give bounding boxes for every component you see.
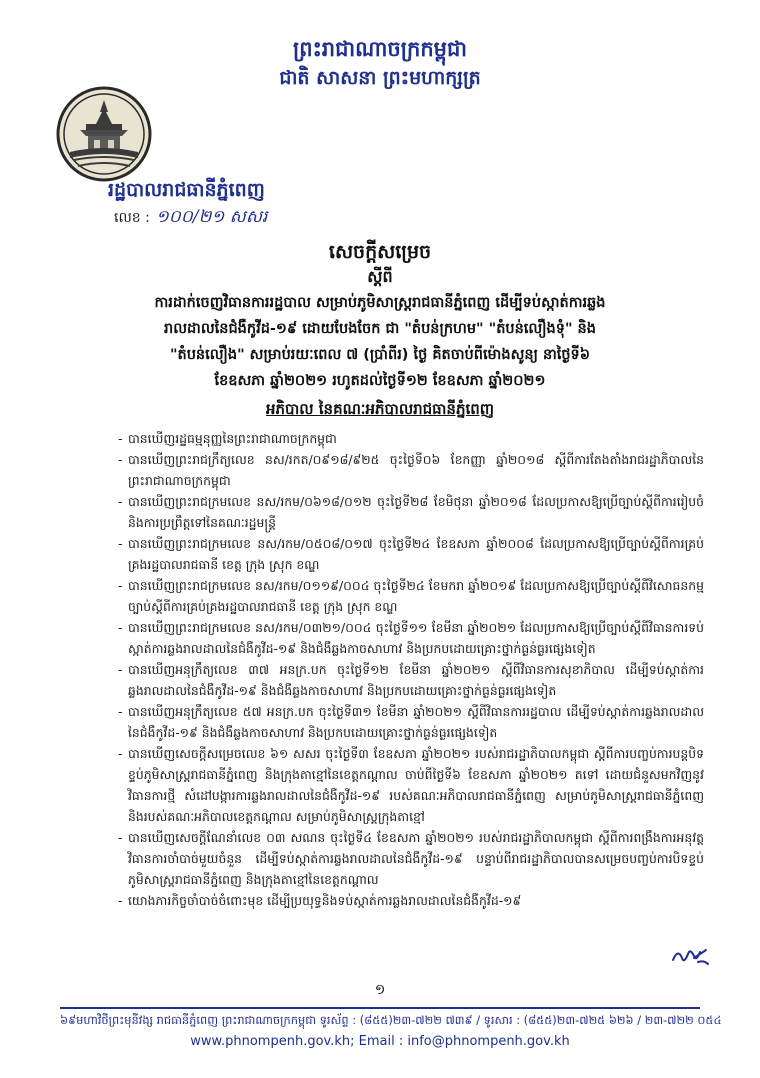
issuing-authority-name: រដ្ឋបាលរាជធានីភ្នំពេញ <box>108 179 265 201</box>
list-item: - បានឃើញសេចក្តីណែនាំលេខ ០៣ សណន ចុះថ្ងៃទី៤ ខែឧសភា ឆ្នាំ២០២១ របស់រាជរដ្ឋាភិបាលកម្ពុជា ស្តីពីការពង្រឹងការអនុវត្តវិធានការចាំបាច់មួយចំនួន ដើម្បីទប់ស្កាត់ការឆ្លងរាលដាលនៃជំងឺកូវីដ-១៩ បន្ទាប់ពីរាជរដ្ឋាភិបាលបានសម្រេចបញ្ចប់ការបិទខ្ទប់ភូមិសាស្ត្ររាជធានីភ្នំពេញ និងក្រុងតាខ្មៅនៃខេត្តកណ្តាល <box>118 827 704 890</box>
footer-web-email: www.phnompenh.gov.kh; Email : info@phnompenh.gov.kh <box>190 1034 570 1049</box>
footer-address: ៦៩មហាវិថីព្រះមុនីវង្ស រាជធានីភ្នំពេញ ព្រះរាជាណាចក្រកម្ពុជា ទូរស័ព្ទ : (៨៥៥)២៣-៧២២ ៧៣៩ / ទូរសារ : (៨៥៥)២៣-៧២៥ ៦២៦ / ២៣-៧២២ ០៥៤ <box>60 1013 722 1027</box>
national-motto: ជាតិ សាសនា ព្រះមហាក្សត្រ <box>279 67 481 89</box>
page-number: ១ <box>374 982 386 998</box>
list-item: - បានឃើញព្រះរាជក្រមលេខ នស/រកម/០៣២១/០០៤ ចុះថ្ងៃទី១១ ខែមីនា ឆ្នាំ២០២១ ដែលប្រកាសឱ្យប្រើច្បាប់ស្តីពីវិធានការទប់ស្កាត់ការឆ្លងរាលដាលនៃជំងឺកូវីដ-១៩ និងជំងឺឆ្លងកាចសាហាវ និងប្រកបដោយគ្រោះថ្នាក់ធ្ងន់ធ្ងរផ្សេងទៀត <box>118 617 704 659</box>
subject-line: រាលដាលនៃជំងឺកូវីដ-១៩ ដោយបែងចែក ជា "តំបន់ក្រហម" "តំបន់លឿងទុំ" និង <box>164 321 596 337</box>
list-item: - យោងភារកិច្ចចាំបាច់ចំពោះមុខ ដើម្បីប្រយុទ្ធនិងទប់ស្កាត់ការឆ្លងរាលដាលនៃជំងឺកូវីដ-១៩ <box>118 890 704 911</box>
decision-title: សេចក្តីសម្រេច <box>328 241 432 263</box>
reference-value: ១០០/២១ សសរ <box>155 207 268 227</box>
list-item: - បានឃើញព្រះរាជក្រឹត្យលេខ នស/រកត/០៩១៨/៩២៥ ចុះថ្ងៃទី០៦ ខែកញ្ញា ឆ្នាំ២០១៨ ស្តីពីការតែងតាំងរាជរដ្ឋាភិបាលនៃព្រះរាជាណាចក្រកម្ពុជា <box>118 449 704 491</box>
decision-about: ស្តីពី <box>367 267 393 286</box>
footer-divider <box>60 1007 700 1009</box>
list-item: - បានឃើញព្រះរាជក្រមលេខ នស/រកម/០៥០៨/០១៧ ចុះថ្ងៃទី២៤ ខែឧសភា ឆ្នាំ២០០៨ ដែលប្រកាសឱ្យប្រើច្បាប់ស្តីពីការគ្រប់គ្រងរដ្ឋបាលរាជធានី ខេត្ត ក្រុង ស្រុក ខណ្ឌ <box>118 533 704 575</box>
handwritten-initial-signature <box>670 944 710 968</box>
reference-number <box>114 206 267 231</box>
list-item: - បានឃើញអនុក្រឹត្យលេខ ៣៧ អនក្រ.បក ចុះថ្ងៃទី១២ ខែមីនា ឆ្នាំ២០២១ ស្តីពីវិធានការសុខាភិបាល ដើម្បីទប់ស្កាត់ការឆ្លងរាលដាលនៃជំងឺកូវីដ-១៩ និងជំងឺឆ្លងកាចសាហាវ និងប្រកបដោយគ្រោះថ្នាក់ធ្ងន់ធ្ងរផ្សេងទៀត <box>118 659 704 701</box>
list-item: - បានឃើញព្រះរាជក្រមលេខ នស/រកម/០១១៩/០០៤ ចុះថ្ងៃទី២៤ ខែមករា ឆ្នាំ២០១៩ ដែលប្រកាសឱ្យប្រើច្បាប់ស្តីពីវិសោធនកម្មច្បាប់ស្តីពីការគ្រប់គ្រងរដ្ឋបាលរាជធានី ខេត្ត ក្រុង ស្រុក ខណ្ឌ <box>118 575 704 617</box>
list-item: - បានឃើញសេចក្តីសម្រេចលេខ ៦១ សសរ ចុះថ្ងៃទី៣ ខែឧសភា ឆ្នាំ២០២១ របស់រាជរដ្ឋាភិបាលកម្ពុជា ស្តីពីការបញ្ចប់ការបន្តបិទខ្ទប់ភូមិសាស្ត្ររាជធានីភ្នំពេញ និងក្រុងតាខ្មៅនៃខេត្តកណ្តាល ចាប់ពីថ្ងៃទី៦ ខែឧសភា ឆ្នាំ២០២១ តទៅ ដោយជំនួសមកវិញនូវវិធានការថ្មី សំដៅបង្ការការឆ្លងរាលដាលនៃជំងឺកូវីដ-១៩ របស់គណៈអភិបាលរាជធានីភ្នំពេញ សម្រាប់ភូមិសាស្ត្ររាជធានីភ្នំពេញ និងរបស់គណៈអភិបាលខេត្តកណ្តាល សម្រាប់ភូមិសាស្ត្រក្រុងតាខ្មៅ <box>118 743 704 827</box>
subject-line: ការដាក់ចេញវិធានការរដ្ឋបាល សម្រាប់ភូមិសាស្ត្ររាជធានីភ្នំពេញ ដើម្បីទប់ស្កាត់ការឆ្លង <box>154 295 606 311</box>
municipal-seal-logo <box>56 86 152 182</box>
list-item: - បានឃើញអនុក្រឹត្យលេខ ៥៧ អនក្រ.បក ចុះថ្ងៃទី៣១ ខែមីនា ឆ្នាំ២០២១ ស្តីពីវិធានការរដ្ឋបាល ដើម្បីទប់ស្កាត់ការឆ្លងរាលដាលនៃជំងឺកូវីដ-១៩ និងជំងឺឆ្លងកាចសាហាវ និងប្រកបដោយគ្រោះថ្នាក់ធ្ងន់ធ្ងរផ្សេងទៀត <box>118 701 704 743</box>
list-item: - បានឃើញរដ្ឋធម្មនុញ្ញនៃព្រះរាជាណាចក្រកម្ពុជា <box>118 428 704 449</box>
decision-subject <box>92 290 668 394</box>
subject-line: "តំបន់លឿង" សម្រាប់រយៈពេល ៧ (ប្រាំពីរ) ថ្ងៃ គិតចាប់ពីម៉ោងសូន្យ នាថ្ងៃទី៦ <box>169 347 591 363</box>
subject-line: ខែឧសភា ឆ្នាំ២០២១ រហូតដល់ថ្ងៃទី១២ ខែឧសភា ឆ្នាំ២០២១ <box>214 373 546 389</box>
kingdom-heading: ព្រះរាជាណាចក្រកម្ពុជា <box>292 37 467 61</box>
governor-heading: អភិបាល នៃគណៈអភិបាលរាជធានីភ្នំពេញ <box>265 400 495 418</box>
reference-label: លេខ : <box>114 210 150 226</box>
legal-basis-list <box>118 428 704 911</box>
list-item: - បានឃើញព្រះរាជក្រមលេខ នស/រកម/០៦១៨/០១២ ចុះថ្ងៃទី២៨ ខែមិថុនា ឆ្នាំ២០១៨ ដែលប្រកាសឱ្យប្រើច្បាប់ស្តីពីការរៀបចំ និងការប្រព្រឹត្តទៅនៃគណៈរដ្ឋមន្ត្រី <box>118 491 704 533</box>
